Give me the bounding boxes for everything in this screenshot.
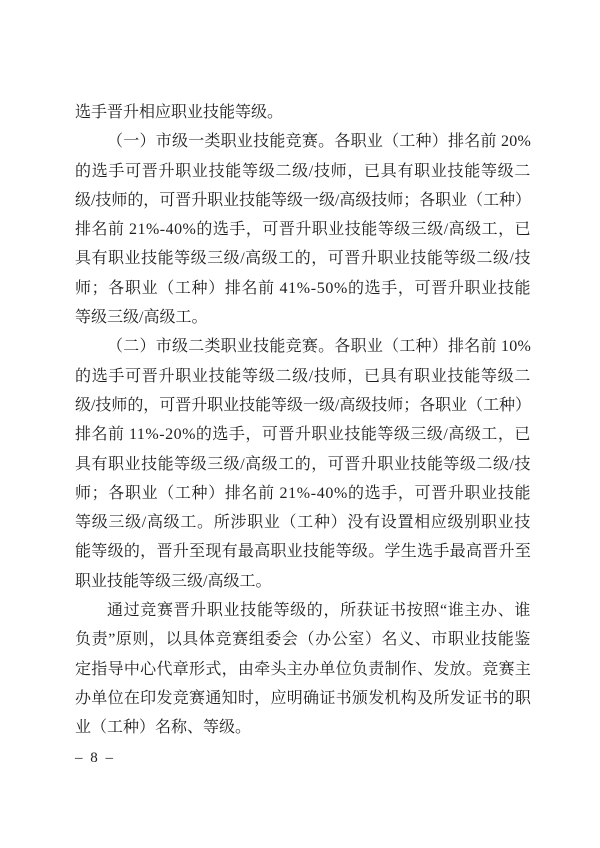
body-line-text: 师；各职业（工种）排名前 41%-50%的选手，可晋升职业技能 [75, 279, 532, 297]
body-line-text: 具有职业技能等级三级/高级工的，可晋升职业技能等级二级/技 [75, 455, 531, 473]
body-line-text: （二）市级二类职业技能竞赛。各职业（工种）排名前 10% [107, 338, 532, 356]
body-line-text: 能等级的，晋升至现有最高职业技能等级。学生选手最高晋升至 [75, 543, 532, 561]
body-line [75, 186, 531, 215]
body-line-text: 级/技师的，可晋升职业技能等级一级/高级技师；各职业（工种） [75, 396, 531, 414]
body-line-text: 排名前 11%-20%的选手，可晋升职业技能等级三级/高级工，已 [75, 426, 531, 444]
body-line [75, 625, 531, 654]
body-line-text: 通过竞赛晋升职业技能等级的，所获证书按照“谁主办、谁 [107, 602, 532, 620]
body-line-text: 负责”原则，以具体竞赛组委会（办公室）名义、市职业技能鉴 [75, 631, 531, 649]
body-line [75, 244, 531, 273]
body-line [75, 420, 531, 449]
body-line-text: 的选手可晋升职业技能等级二级/技师，已具有职业技能等级二 [75, 162, 532, 180]
body-line [75, 596, 531, 625]
body-line-text: 等级三级/高级工。所涉职业（工种）没有设置相应级别职业技 [75, 514, 532, 532]
body-line [75, 332, 531, 361]
body-line-text: 师；各职业（工种）排名前 21%-40%的选手，可晋升职业技能 [75, 484, 532, 502]
page-number: – 8 – [75, 750, 115, 766]
document-body [75, 98, 531, 743]
body-line [75, 157, 531, 186]
body-line-text: 定指导中心代章形式，由牵头主办单位负责制作、发放。竞赛主 [75, 660, 532, 678]
body-line-text: 业（工种）名称、等级。 [75, 719, 252, 737]
body-line-text: 具有职业技能等级三级/高级工的，可晋升职业技能等级二级/技 [75, 250, 531, 268]
body-line [75, 303, 531, 332]
body-line [75, 655, 531, 684]
body-line-text: 选手晋升相应职业技能等级。 [75, 104, 284, 121]
body-line [75, 479, 531, 508]
body-line [75, 567, 531, 596]
body-line [75, 362, 531, 391]
body-line [75, 98, 531, 127]
body-line [75, 127, 531, 156]
body-line-text: 排名前 21%-40%的选手，可晋升职业技能等级三级/高级工，已 [75, 221, 532, 239]
body-line-text: 办单位在印发竞赛通知时，应明确证书颁发机构及所发证书的职 [75, 689, 532, 707]
body-line [75, 684, 531, 713]
body-line [75, 391, 531, 420]
body-line-text: 的选手可晋升职业技能等级二级/技师，已具有职业技能等级二 [75, 367, 532, 385]
body-line [75, 537, 531, 566]
body-line [75, 274, 531, 303]
body-line [75, 713, 531, 742]
body-line [75, 215, 531, 244]
body-line [75, 508, 531, 537]
body-line-text: 等级三级/高级工。 [75, 309, 208, 327]
body-line-text: 职业技能等级三级/高级工。 [75, 572, 272, 590]
body-line-text: （一）市级一类职业技能竞赛。各职业（工种）排名前 20% [107, 133, 532, 151]
body-line [75, 450, 531, 479]
body-line-text: 级/技师的，可晋升职业技能等级一级/高级技师；各职业（工种） [75, 191, 531, 209]
